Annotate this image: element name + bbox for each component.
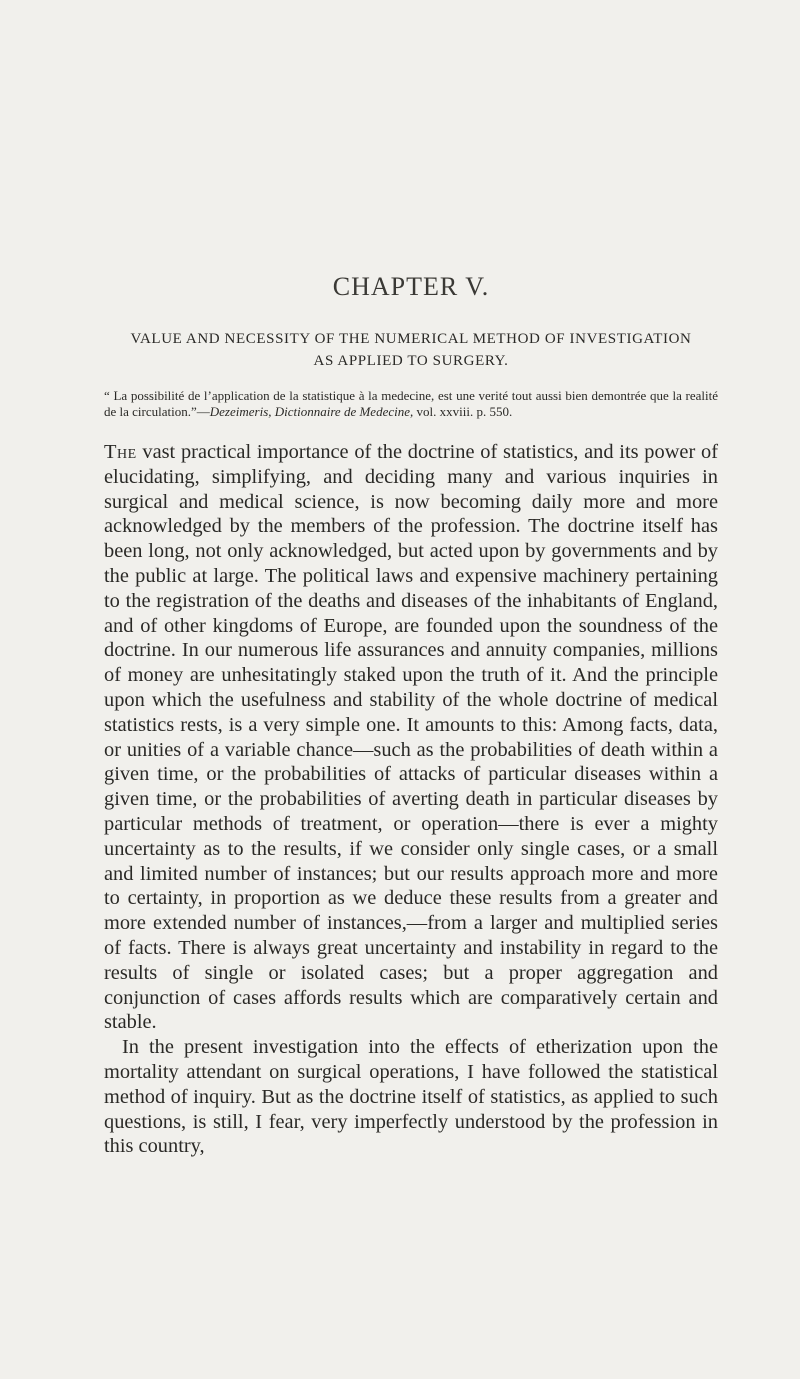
epigraph: [104, 388, 718, 420]
chapter-subtitle: [104, 328, 718, 372]
body-text: [104, 440, 718, 1159]
epigraph-citation: vol. xxviii. p. 550.: [413, 404, 513, 419]
paragraph-2: In the present investigation into the effects of etherization upon the mortality attendant on surgical operations, I have followed the statistical method of inquiry. But as the doctrine itself of statistics, as applied to such questions, is still, I fear, very imperfectly understood by the profession in this country,: [104, 1036, 718, 1158]
chapter-heading: CHAPTER V.: [332, 272, 490, 301]
book-page: [104, 272, 718, 1159]
paragraph-1: [104, 440, 718, 1035]
epigraph-source: Dezeimeris, Dictionnaire de Medecine,: [209, 404, 414, 419]
subtitle-line-1: VALUE AND NECESSITY OF THE NUMERICAL METHOD OF INVESTIGATION: [130, 331, 692, 347]
paragraph-1-text: vast practical importance of the doctrine of statistics, and its power of elucidating, simplifying, and deciding many and various inquiries in surgical and medical science, is now becoming daily more and more acknowledged by the members of the profession. The doctrine itself has been long, not only acknowledged, but acted upon by governments and by the public at large. The political laws and expensive machinery pertaining to the registration of the deaths and diseases of the inhabitants of England, and of other kingdoms of Europe, are founded upon the soundness of the doctrine. In our numerous life assurances and annuity companies, millions of money are unhesitatingly staked upon the truth of it. And the principle upon which the usefulness and stability of the whole doctrine of medical statistics rests, is a very simple one. It amounts to this: Among facts, data, or unities of a variable chance—such as the probabilities of death within a given time, or the probabilities of attacks of particular diseases within a given time, or the probabilities of averting death in particular diseases by particular methods of treatment, or operation—there is ever a mighty uncertainty as to the results, if we consider only single cases, or a small and limited number of instances; but our results approach more and more to certainty, in proportion as we deduce these results from a greater and more extended number of instances,—from a larger and multiplied series of facts. There is always great uncertainty and instability in regard to the results of single or isolated cases; but a proper aggregation and conjunction of cases affords results which are comparatively certain and stable.: [104, 441, 718, 1034]
subtitle-line-2: AS APPLIED TO SURGERY.: [313, 353, 509, 369]
lead-word: The: [104, 441, 137, 463]
epigraph-quote: “ La possibilité de l’application de la statistique à la medecine, est une verité tout aussi bien demontrée que la realité de la circulation.”—: [104, 388, 718, 419]
